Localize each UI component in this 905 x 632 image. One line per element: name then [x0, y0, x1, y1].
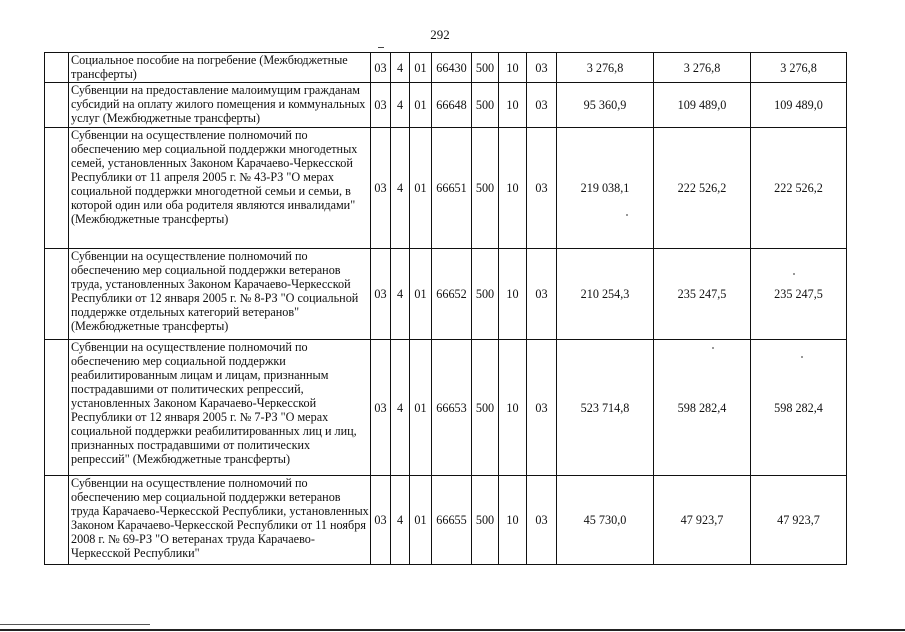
section-cell: 10	[499, 340, 527, 476]
table-row	[45, 53, 847, 83]
direction-code-cell: 66653	[432, 340, 472, 476]
section-cell: 10	[499, 53, 527, 83]
table-row	[45, 83, 847, 128]
table-row	[45, 128, 847, 249]
amount-year1-cell: 3 276,8	[557, 53, 654, 83]
amount-year2-cell: 598 282,4	[654, 340, 751, 476]
program-code-cell: 4	[391, 340, 410, 476]
program-code-cell: 4	[391, 128, 410, 249]
description-cell: Субвенции на осуществление полномочий по обеспечению мер социальной поддержки многодетных семей, установленных Законом Карачаево-Черкесской Республики от 11 апреля 2005 г. № 43-РЗ "О мерах социальной поддержки многодетной семьи и семьи, в которой один или оба родителя являются инвалидами" (Межбюджетные трансферты)	[69, 128, 371, 249]
subprogram-code-cell: 01	[410, 476, 432, 565]
row-number-cell	[45, 476, 69, 565]
row-number-cell	[45, 128, 69, 249]
subsection-cell: 03	[527, 53, 557, 83]
amount-year3-cell: 222 526,2	[751, 128, 847, 249]
ministry-code-cell: 03	[371, 83, 391, 128]
ministry-code-cell: 03	[371, 249, 391, 340]
amount-year2-cell: 235 247,5	[654, 249, 751, 340]
amount-year3-cell: 235 247,5	[751, 249, 847, 340]
subprogram-code-cell: 01	[410, 83, 432, 128]
direction-code-cell: 66651	[432, 128, 472, 249]
page-number: 292	[430, 27, 450, 42]
subprogram-code-cell: 01	[410, 128, 432, 249]
amount-year3-cell: 3 276,8	[751, 53, 847, 83]
direction-code-cell: 66655	[432, 476, 472, 565]
amount-year2-cell: 222 526,2	[654, 128, 751, 249]
amount-year2-cell: 47 923,7	[654, 476, 751, 565]
row-number-cell	[45, 249, 69, 340]
description-cell: Субвенции на предоставление малоимущим гражданам субсидий на оплату жилого помещения и коммунальных услуг (Межбюджетные трансферты)	[69, 83, 371, 128]
scan-speck	[712, 347, 714, 349]
row-number-cell	[45, 53, 69, 83]
section-cell: 10	[499, 128, 527, 249]
description-cell: Субвенции на осуществление полномочий по обеспечению мер социальной поддержки реабилитированным лицам и лицам, признанным пострадавшими от политических репрессий, установленных Законом Карачаево-Черкесской Республики от 12 января 2005 г. № 7-РЗ "О мерах социальной поддержки реабилитированных лиц и лиц, признанных пострадавшими от политических репрессий" (Межбюджетные трансферты)	[69, 340, 371, 476]
subsection-cell: 03	[527, 249, 557, 340]
row-number-cell	[45, 83, 69, 128]
row-number-cell	[45, 340, 69, 476]
expense-type-cell: 500	[472, 476, 499, 565]
program-code-cell: 4	[391, 53, 410, 83]
amount-year1-cell: 219 038,1	[557, 128, 654, 249]
expense-type-cell: 500	[472, 128, 499, 249]
program-code-cell: 4	[391, 249, 410, 340]
subsection-cell: 03	[527, 340, 557, 476]
description-cell: Социальное пособие на погребение (Межбюджетные трансферты)	[69, 53, 371, 83]
direction-code-cell: 66648	[432, 83, 472, 128]
subsection-cell: 03	[527, 476, 557, 565]
direction-code-cell: 66430	[432, 53, 472, 83]
scan-speck	[626, 214, 628, 216]
bottom-edge-line	[0, 629, 905, 631]
ministry-code-cell: 03	[371, 476, 391, 565]
section-cell: 10	[499, 83, 527, 128]
subprogram-code-cell: 01	[410, 53, 432, 83]
amount-year1-cell: 95 360,9	[557, 83, 654, 128]
subprogram-code-cell: 01	[410, 340, 432, 476]
program-code-cell: 4	[391, 476, 410, 565]
footer-rule	[0, 624, 150, 625]
subprogram-code-cell: 01	[410, 249, 432, 340]
expense-type-cell: 500	[472, 340, 499, 476]
amount-year1-cell: 45 730,0	[557, 476, 654, 565]
ministry-code-cell: 03	[371, 128, 391, 249]
section-cell: 10	[499, 476, 527, 565]
subsection-cell: 03	[527, 83, 557, 128]
scan-mark	[378, 47, 384, 48]
description-cell: Субвенции на осуществление полномочий по обеспечению мер социальной поддержки ветеранов труда Карачаево-Черкесской Республики, установленных Законом Карачаево-Черкесской Республики от 11 ноября 2008 г. № 69-РЗ "О ветеранах труда Карачаево-Черкесской Республики"	[69, 476, 371, 565]
table-row	[45, 476, 847, 565]
amount-year3-cell: 109 489,0	[751, 83, 847, 128]
amount-year2-cell: 109 489,0	[654, 83, 751, 128]
subsection-cell: 03	[527, 128, 557, 249]
amount-year3-cell: 598 282,4	[751, 340, 847, 476]
table-row	[45, 249, 847, 340]
expense-type-cell: 500	[472, 249, 499, 340]
amount-year1-cell: 523 714,8	[557, 340, 654, 476]
amount-year2-cell: 3 276,8	[654, 53, 751, 83]
expense-type-cell: 500	[472, 83, 499, 128]
description-cell: Субвенции на осуществление полномочий по обеспечению мер социальной поддержки ветеранов труда, установленных Законом Карачаево-Черкесской Республики от 12 января 2005 г. № 8-РЗ "О социальной поддержке отдельных категорий ветеранов" (Межбюджетные трансферты)	[69, 249, 371, 340]
budget-table	[44, 52, 847, 565]
scan-speck	[793, 273, 795, 275]
ministry-code-cell: 03	[371, 340, 391, 476]
ministry-code-cell: 03	[371, 53, 391, 83]
direction-code-cell: 66652	[432, 249, 472, 340]
table-row	[45, 340, 847, 476]
section-cell: 10	[499, 249, 527, 340]
program-code-cell: 4	[391, 83, 410, 128]
amount-year3-cell: 47 923,7	[751, 476, 847, 565]
scan-speck	[801, 356, 803, 358]
expense-type-cell: 500	[472, 53, 499, 83]
amount-year1-cell: 210 254,3	[557, 249, 654, 340]
